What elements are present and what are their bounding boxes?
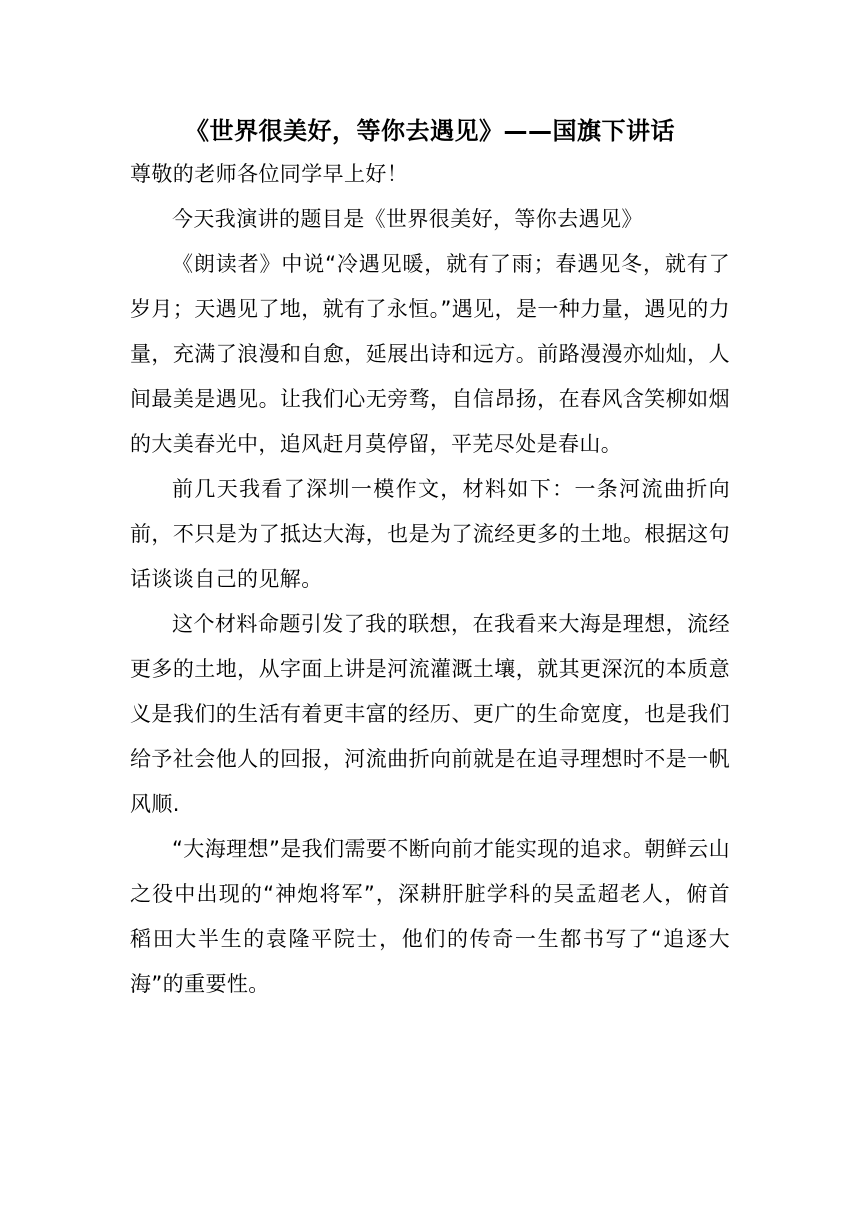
paragraph-interpretation: 这个材料命题引发了我的联想，在我看来大海是理想，流经更多的土地，从字面上讲是河流灌溉土壤，就其更深沉的本质意义是我们的生活有着更丰富的经历、更广的生命宽度，也是我们给予社会他人的回报，河流曲折向前就是在追寻理想时不是一帆风顺.	[130, 612, 730, 816]
document-page	[130, 108, 730, 1007]
paragraph-material: 前几天我看了深圳一模作文，材料如下：一条河流曲折向前，不只是为了抵达大海，也是为了流经更多的土地。根据这句话谈谈自己的见解。	[130, 477, 730, 591]
paragraph-topic: 今天我演讲的题目是《世界很美好，等你去遇见》	[172, 207, 643, 231]
greeting-line: 尊敬的老师各位同学早上好！	[130, 162, 409, 186]
paragraph-encounter: 《朗读者》中说“冷遇见暖，就有了雨；春遇见冬，就有了岁月；天遇见了地，就有了永恒。”遇见，是一种力量，遇见的力量，充满了浪漫和自愈，延展出诗和远方。前路漫漫亦灿灿，人间最美是遇见。让我们心无旁骛，自信昂扬，在春风含笑柳如烟的大美春光中，追风赶月莫停留，平芜尽处是春山。	[130, 252, 730, 456]
document-title: 《世界很美好，等你去遇见》——国旗下讲话	[185, 117, 675, 145]
paragraph-examples: “大海理想”是我们需要不断向前才能实现的追求。朝鲜云山之役中出现的“神炮将军”，深耕肝脏学科的吴孟超老人，俯首稻田大半生的袁隆平院士，他们的传奇一生都书写了“追逐大海”的重要性。	[130, 837, 730, 996]
